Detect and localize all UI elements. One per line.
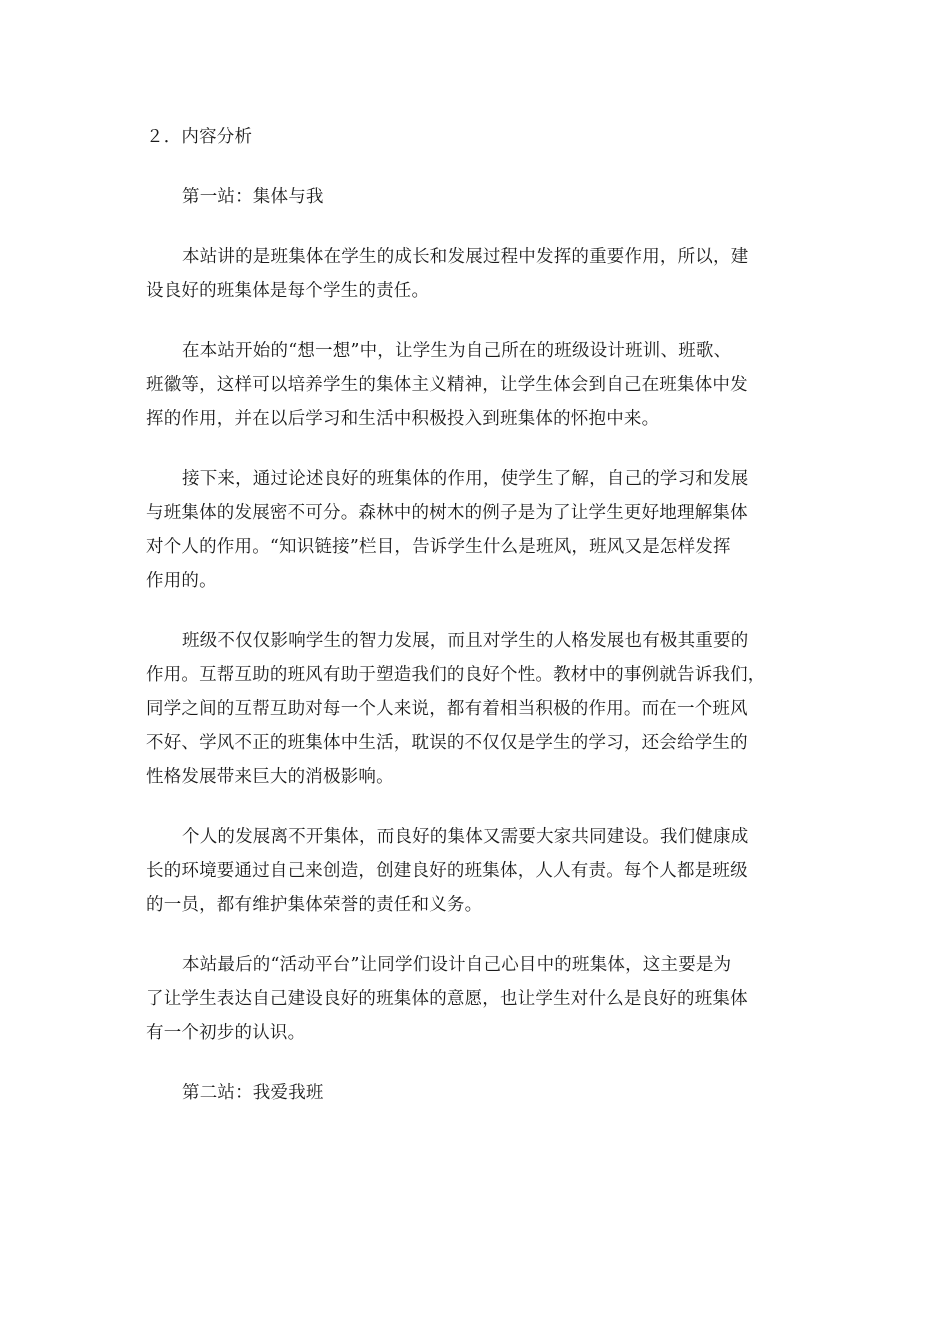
paragraph-line: 作用的。: [146, 571, 217, 591]
paragraph-line: 对个人的作用。“知识链接”栏目，告诉学生什么是班风，班风又是怎样发挥: [146, 537, 731, 557]
paragraph-line: 作用。互帮互助的班风有助于塑造我们的良好个性。教材中的事例就告诉我们，: [146, 665, 766, 685]
paragraph-line: 个人的发展离不开集体，而良好的集体又需要大家共同建设。我们健康成: [182, 827, 749, 847]
paragraph-line: 有一个初步的认识。: [146, 1023, 306, 1043]
paragraph-line: 本站最后的“活动平台”让同学们设计自己心目中的班集体，这主要是为: [182, 955, 732, 975]
paragraph-line: 班徽等，这样可以培养学生的集体主义精神，让学生体会到自己在班集体中发: [146, 375, 748, 395]
station-1-title: 第一站：集体与我: [182, 187, 324, 207]
station-2-title: 第二站：我爱我班: [182, 1083, 324, 1103]
paragraph-line: 长的环境要通过自己来创造，创建良好的班集体，人人有责。每个人都是班级: [146, 861, 748, 881]
paragraph-2: [146, 334, 806, 436]
paragraph-line: 挥的作用，并在以后学习和生活中积极投入到班集体的怀抱中来。: [146, 409, 660, 429]
paragraph-6: [146, 948, 806, 1050]
paragraph-line: 了让学生表达自己建设良好的班集体的意愿，也让学生对什么是良好的班集体: [146, 989, 748, 1009]
paragraph-line: 班级不仅仅影响学生的智力发展，而且对学生的人格发展也有极其重要的: [182, 631, 749, 651]
paragraph-1: [146, 240, 806, 308]
paragraph-line: 性格发展带来巨大的消极影响。: [146, 767, 394, 787]
paragraph-4: [146, 624, 806, 794]
section-heading: ２．内容分析: [146, 127, 253, 147]
paragraph-line: 同学之间的互帮互助对每一个人来说，都有着相当积极的作用。而在一个班风: [146, 699, 748, 719]
paragraph-3: [146, 462, 806, 598]
paragraph-line: 与班集体的发展密不可分。森林中的树木的例子是为了让学生更好地理解集体: [146, 503, 748, 523]
paragraph-line: 设良好的班集体是每个学生的责任。: [146, 281, 430, 301]
paragraph-line: 在本站开始的“想一想”中，让学生为自己所在的班级设计班训、班歌、: [182, 341, 732, 361]
paragraph-line: 的一员，都有维护集体荣誉的责任和义务。: [146, 895, 483, 915]
paragraph-line: 不好、学风不正的班集体中生活，耽误的不仅仅是学生的学习，还会给学生的: [146, 733, 748, 753]
document-body: [146, 120, 806, 1136]
paragraph-5: [146, 820, 806, 922]
paragraph-line: 本站讲的是班集体在学生的成长和发展过程中发挥的重要作用，所以，建: [182, 247, 749, 267]
paragraph-line: 接下来，通过论述良好的班集体的作用，使学生了解，自己的学习和发展: [182, 469, 749, 489]
